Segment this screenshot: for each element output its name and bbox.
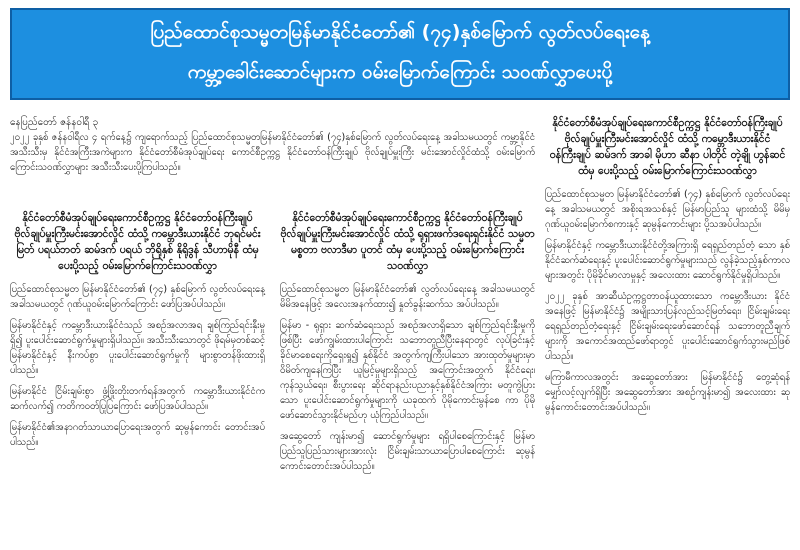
article-3-paragraph: မကြာမီကာလအတွင်း အဆွေတော်အား မြန်မာနိုင်ငံ၌ တွေ့ဆုံရန် မျှော်လင့်လျက်ရှိပြီး အဆွေတော်အား အစဉ်ကျန်းမာ၍ အလေးထား ဆုမွန်ကောင်းတောင်းအပ်ပါသည်။ <box>545 372 790 413</box>
article-3-headline: နိုင်ငံတော်စီမံအုပ်ချုပ်ရေးကောင်စီဥက္ကဋ္ဌ နိုင်ငံတော်ဝန်ကြီးချုပ် ဗိုလ်ချုပ်မှူးကြီးမင်းအောင်လှိုင် ထံသို့ ကမ္ဘောဒီးယားနိုင်ငံ ဝန်ကြီးချုပ် ဆမ်ဒက် အာခါ မိုဟာ ဆီနာ ပါတိုင် တဲ့ချို ဟွန်ဆင် ထံမှ ပေးပို့သည့် ဝမ်းမြောက်ကြောင်းသဝဏ်လွှာ <box>549 117 786 177</box>
article-2-headline: နိုင်ငံတော်စီမံအုပ်ချုပ်ရေးကောင်စီဥက္ကဋ္ဌ နိုင်ငံတော်ဝန်ကြီးချုပ် ဗိုလ်ချုပ်မှူးကြီးမင်းအောင်လှိုင် ထံသို့ ရုရှားဖက်ဒရေးရှင်းနိုင်ငံ သမ္မတ မစ္စတာ ဗလာဒီမာ ပူတင် ထံမှ ပေးပို့သည့် ဝမ်းမြောက်ကြောင်းသဝဏ်လွှာ <box>280 212 535 272</box>
article-2-paragraph: အဆွေတော် ကျန်းမာ၍ ဆောင်ရွက်မှုများ ရရှိပါစေကြောင်းနှင့် မြန်မာပြည်သူပြည်သားများအားလုံး ငြိမ်းချမ်းသာယာပြောပါစေကြောင်း ဆုမွန်ကောင်းတောင်းအပ်ပါသည်။ <box>280 431 535 472</box>
intro-paragraph: ၂၀၂၂ ခုနှစ် ဇန်နဝါရီလ ၄ ရက်နေ့၌ ကျရောက်သည့် ပြည်ထောင်စုသမ္မတမြန်မာနိုင်ငံတော်၏ (၇၄)နှစ်မြောက် လွတ်လပ်ရေးနေ့ အခါသမယတွင် ကမ္ဘာ့နိုင်ငံအသီးသီးမှ နိုင်ငံအကြီးအကဲများက နိုင်ငံတော်စီမံအုပ်ချုပ်ရေး ကောင်စီဥက္ကဋ္ဌ နိုင်ငံတော်ဝန်ကြီးချုပ် ဗိုလ်ချုပ်မှူးကြီး မင်းအောင်လှိုင်ထံသို့ ဝမ်းမြောက်ကြောင်းသဝဏ်လွှာများ အသီးသီးပေးပို့ကြပါသည်။ <box>10 132 535 173</box>
article-1-headline: နိုင်ငံတော်စီမံအုပ်ချုပ်ရေးကောင်စီဥက္ကဋ္ဌ နိုင်ငံတော်ဝန်ကြီးချုပ် ဗိုလ်ချုပ်မှူးကြီးမင်းအောင်လှိုင် ထံသို့ ကမ္ဘောဒီးယားနိုင်ငံ ဘုရင်မင်းမြတ် ပရယ်ဘတ် ဆမ်ဒက် ပရယ် ဘိုရိုနှစ် နိုရိုဒွန် သီဟာမိုနီ ထံမှ ပေးပို့သည့် ဝမ်းမြောက်ကြောင်းသဝဏ်လွှာ <box>14 212 261 272</box>
article-1-paragraph: ပြည်ထောင်စုသမ္မတ မြန်မာနိုင်ငံတော်၏ (၇၄) နှစ်မြောက် လွတ်လပ်ရေးနေ့ အခါသမယတွင် ဂုဏ်ယူဝမ်းမြောက်ကြောင်း ဖော်ပြအပ်ပါသည်။ <box>10 284 265 310</box>
article-1-paragraph: မြန်မာနိုင်ငံနှင့် ကမ္ဘောဒီးယားနိုင်ငံသည် အစဉ်အလာအရ ချစ်ကြည်ရင်းနှီးမှုရှိ၍ ပူးပေါင်းဆောင်ရွက်မှုများရှိပါသည်။ အသီးသီးသောတွင် ဖိုရမ်မှတစ်ဆင့် မြန်မာနိုင်ငံနှင့် နီးကပ်စွာ ပူးပေါင်းဆောင်ရွက်မှုကို များစွာတန်ဖိုးထားရှိပါသည်။ <box>10 320 265 376</box>
article-3-paragraph: ပြည်ထောင်စုသမ္မတ မြန်မာနိုင်ငံတော်၏ (၇၄) နှစ်မြောက် လွတ်လပ်ရေးနေ့ အခါသမယတွင် အစိုးရအသစ်နှင့် မြန်မာပြည်သူ များထံသို့ မိမိမှ ဂုဏ်ယူဝမ်းမြောက်စကားနှင့် ဆုမွန်ကောင်းများ ပို့သအပ်ပါသည်။ <box>545 189 790 230</box>
article-column-1 <box>10 210 265 456</box>
banner-line-1: ပြည်ထောင်စုသမ္မတမြန်မာနိုင်ငံတော်၏ (၇၄)နှစ်မြောက် လွတ်လပ်ရေးနေ့ <box>150 21 650 43</box>
dateline: နေပြည်တော် ဇန်နဝါရီ ၃ <box>10 117 99 128</box>
headline-banner <box>10 8 790 100</box>
article-column-3 <box>545 115 790 421</box>
article-column-2 <box>280 210 535 480</box>
article-2-paragraph: ပြည်ထောင်စုသမ္မတ မြန်မာနိုင်ငံတော်၏ လွတ်လပ်ရေးနေ့ အခါသမယတွင် မိမိအနေဖြင့် အလေးအနက်ထား၍ နှုတ်ခွန်းဆက်သ အပ်ပါသည်။ <box>280 284 535 310</box>
banner-line-2: ကမ္ဘာ့ခေါင်းဆောင်များက ဝမ်းမြောက်ကြောင်း သဝဏ်လွှာပေးပို့ <box>187 61 613 83</box>
article-3-paragraph: မြန်မာနိုင်ငံနှင့် ကမ္ဘောဒီးယားနိုင်ငံတို့အကြားရှိ ရေရှည်တည်တံ့ သော နှစ်နိုင်ငံဆက်ဆံရေးနှင့် ပူးပေါင်းဆောင်ရွက်မှုများသည် လွန်ခဲ့သည့်နှစ်ကာလများအတွင်း ပိုမိုခိုင်မာလာမှုနှင့် အလေးထား ဆောင်ရွက်နိုင်မှုရှိပါသည်။ <box>545 240 790 281</box>
article-2-paragraph: မြန်မာ - ရုရှား ဆက်ဆံရေးသည် အစဉ်အလာရှိသော ချစ်ကြည်ရင်းနှီးမှုကိုဖြစ်ပြီး ဖော်ကျွမ်းထားပါကြောင်း သဘောတူညီပြီးနေရာတွင် လုပ်ခြင်းနှင့် ခိုင်မာစေရေးကိုရှေးရှု၍ နှစ်နိုင်ငံ အတွက်ကျကြီးပါသော အားထုတ်မှုများမှာ ဝိမိတ်ကျနေကြပြီး ယူမြင့်မှုများရှိသည့် အကြောင်းအတွက် နိုင်ငံရေး၊ ကုန်သွယ်ရေး၊ စီးပွားရေး ဆိုင်ရာနည်းပညာနှင့်နှစ်နိုင်ငံအကြား မတူကွဲပြားသော ပူးပေါင်းဆောင်ရွက်မှုများကို ယခုထက် ပိုမိုကောင်းမွန်စေ ကာ ပိုမိုဖော်ဆောင်သွားနိုင်မည်ဟု ယုံကြည်ပါသည်။ <box>280 320 535 421</box>
article-3-paragraph: ၂၀၂၂ ခုနှစ် အာဆီယံဥက္ကဋ္ဌတာဝန်ယူထားသော ကမ္ဘောဒီးယား နိုင်ငံအနေဖြင့် မြန်မာနိုင်ငံ၌ အမျိုးသားပြန်လည်သင့်မြတ်ရေး၊ ငြိမ်းချမ်းရေး ရေရှည်တည်တံ့ရေးနှင့် ငြိမ်းချမ်းရေးဖော်ဆောင်ရန် သဘောတူညီချက်များကို အကောင်အထည်ဖော်ရာတွင် ပူးပေါင်းဆောင်ရွက်သွားမည်ဖြစ်ပါသည်။ <box>545 291 790 362</box>
article-1-paragraph: မြန်မာနိုင်ငံ၏အနာဂတ်သာယာပြောရေးအတွက် ဆုမွန်ကောင်း တောင်းအပ်ပါသည်။ <box>10 422 265 448</box>
article-1-paragraph: မြန်မာနိုင်ငံ ငြိမ်းချမ်းစွာ ဖွံ့ဖြိုးတိုးတက်ရန်အတွက် ကမ္ဘောဒီးယားနိုင်ငံက ဆက်လက်၍ ကတိကဝတ်ပြုပြကြောင်း ဖော်ပြအပ်ပါသည်။ <box>10 386 265 412</box>
